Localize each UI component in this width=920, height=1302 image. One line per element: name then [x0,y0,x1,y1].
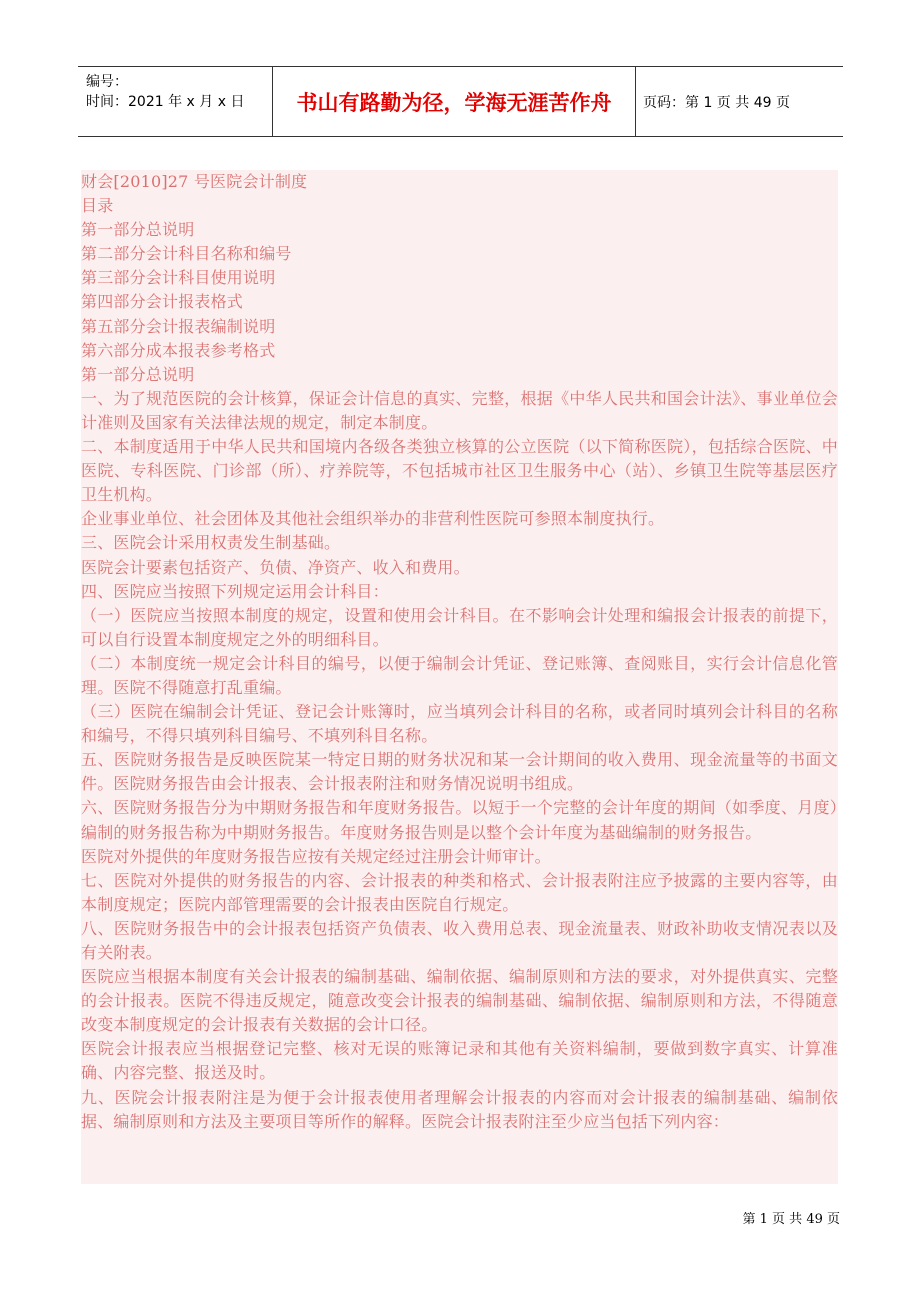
body-paragraph: 目录 [81,196,114,216]
body-paragraph: 企业事业单位、社会团体及其他社会组织举办的非营利性医院可参照本制度执行。 [81,509,665,529]
header-motto: 书山有路勤为径，学海无涯苦作舟 [272,67,636,136]
body-paragraph: 七、医院对外提供的财务报告的内容、会计报表的种类和格式、会计报表附注应予披露的主要内容等，由本制度规定；医院内部管理需要的会计报表由医院自行规定。 [81,870,838,914]
body-paragraph: 第四部分会计报表格式 [81,292,244,312]
body-paragraph: 九、医院会计报表附注是为便于会计报表使用者理解会计报表的内容而对会计报表的编制基础、编制依据、编制原则和方法及主要项目等所作的解释。医院会计报表附注至少应当包括下列内容： [81,1087,838,1131]
body-paragraph: 第三部分会计科目使用说明 [81,268,276,288]
page-info-text: 页码：第 1 页 共 49 页 [643,94,790,111]
body-paragraph: 第二部分会计科目名称和编号 [81,244,292,264]
page-header [78,66,843,137]
body-paragraph: 八、医院财务报告中的会计报表包括资产负债表、收入费用总表、现金流量表、财政补助收支情况表以及有关附表。 [81,918,838,962]
document-body [81,170,838,1184]
body-paragraph: （二）本制度统一规定会计科目的编号，以便于编制会计凭证、登记账簿、查阅账目，实行会计信息化管理。医院不得随意打乱重编。 [81,653,838,697]
body-paragraph: 第一部分总说明 [81,220,195,240]
body-paragraph: 六、医院财务报告分为中期财务报告和年度财务报告。以短于一个完整的会计年度的期间（如季度、月度）编制的财务报告称为中期财务报告。年度财务报告则是以整个会计年度为基础编制的财务报告。 [81,798,838,842]
body-paragraph: 医院会计报表应当根据登记完整、核对无误的账簿记录和其他有关资料编制，要做到数字真实、计算准确、内容完整、报送及时。 [81,1039,838,1083]
body-paragraph: 第一部分总说明 [81,364,195,384]
header-meta [78,67,272,136]
body-paragraph: 第五部分会计报表编制说明 [81,316,276,336]
body-paragraph: 医院会计要素包括资产、负债、净资产、收入和费用。 [81,557,470,577]
body-paragraph: （一）医院应当按照本制度的规定，设置和使用会计科目。在不影响会计处理和编报会计报表的前提下，可以自行设置本制度规定之外的明细科目。 [81,605,838,649]
body-paragraph: 二、本制度适用于中华人民共和国境内各级各类独立核算的公立医院（以下简称医院），包括综合医院、中医院、专科医院、门诊部（所）、疗养院等，不包括城市社区卫生服务中心（站）、乡镇卫生院等基层医疗卫生机构。 [81,437,838,505]
page-footer: 第 1 页 共 49 页 [742,1212,840,1227]
number-label: 编号： [86,74,128,90]
body-paragraph: （三）医院在编制会计凭证、登记会计账簿时，应当填列会计科目的名称，或者同时填列会计科目的名称和编号，不得只填列科目编号、不填列科目名称。 [81,702,838,746]
header-page-info [635,67,843,136]
body-paragraph: 第六部分成本报表参考格式 [81,340,276,360]
date-label: 时间：2021 年 x 月 x 日 [86,94,245,110]
body-paragraph: 医院对外提供的年度财务报告应按有关规定经过注册会计师审计。 [81,846,551,866]
body-paragraph: 财会[2010]27 号医院会计制度 [81,172,308,191]
body-paragraph: 三、医院会计采用权责发生制基础。 [81,533,341,553]
body-paragraph: 医院应当根据本制度有关会计报表的编制基础、编制依据、编制原则和方法的要求，对外提供真实、完整的会计报表。医院不得违反规定，随意改变会计报表的编制基础、编制依据、编制原则和方法，不得随意改变本制度规定的会计报表有关数据的会计口径。 [81,967,838,1035]
body-paragraph: 四、医院应当按照下列规定运用会计科目： [81,581,389,601]
body-paragraph: 五、医院财务报告是反映医院某一特定日期的财务状况和某一会计期间的收入费用、现金流量等的书面文件。医院财务报告由会计报表、会计报表附注和财务情况说明书组成。 [81,750,838,794]
body-paragraph: 一、为了规范医院的会计核算，保证会计信息的真实、完整，根据《中华人民共和国会计法》、事业单位会计准则及国家有关法律法规的规定，制定本制度。 [81,388,838,432]
